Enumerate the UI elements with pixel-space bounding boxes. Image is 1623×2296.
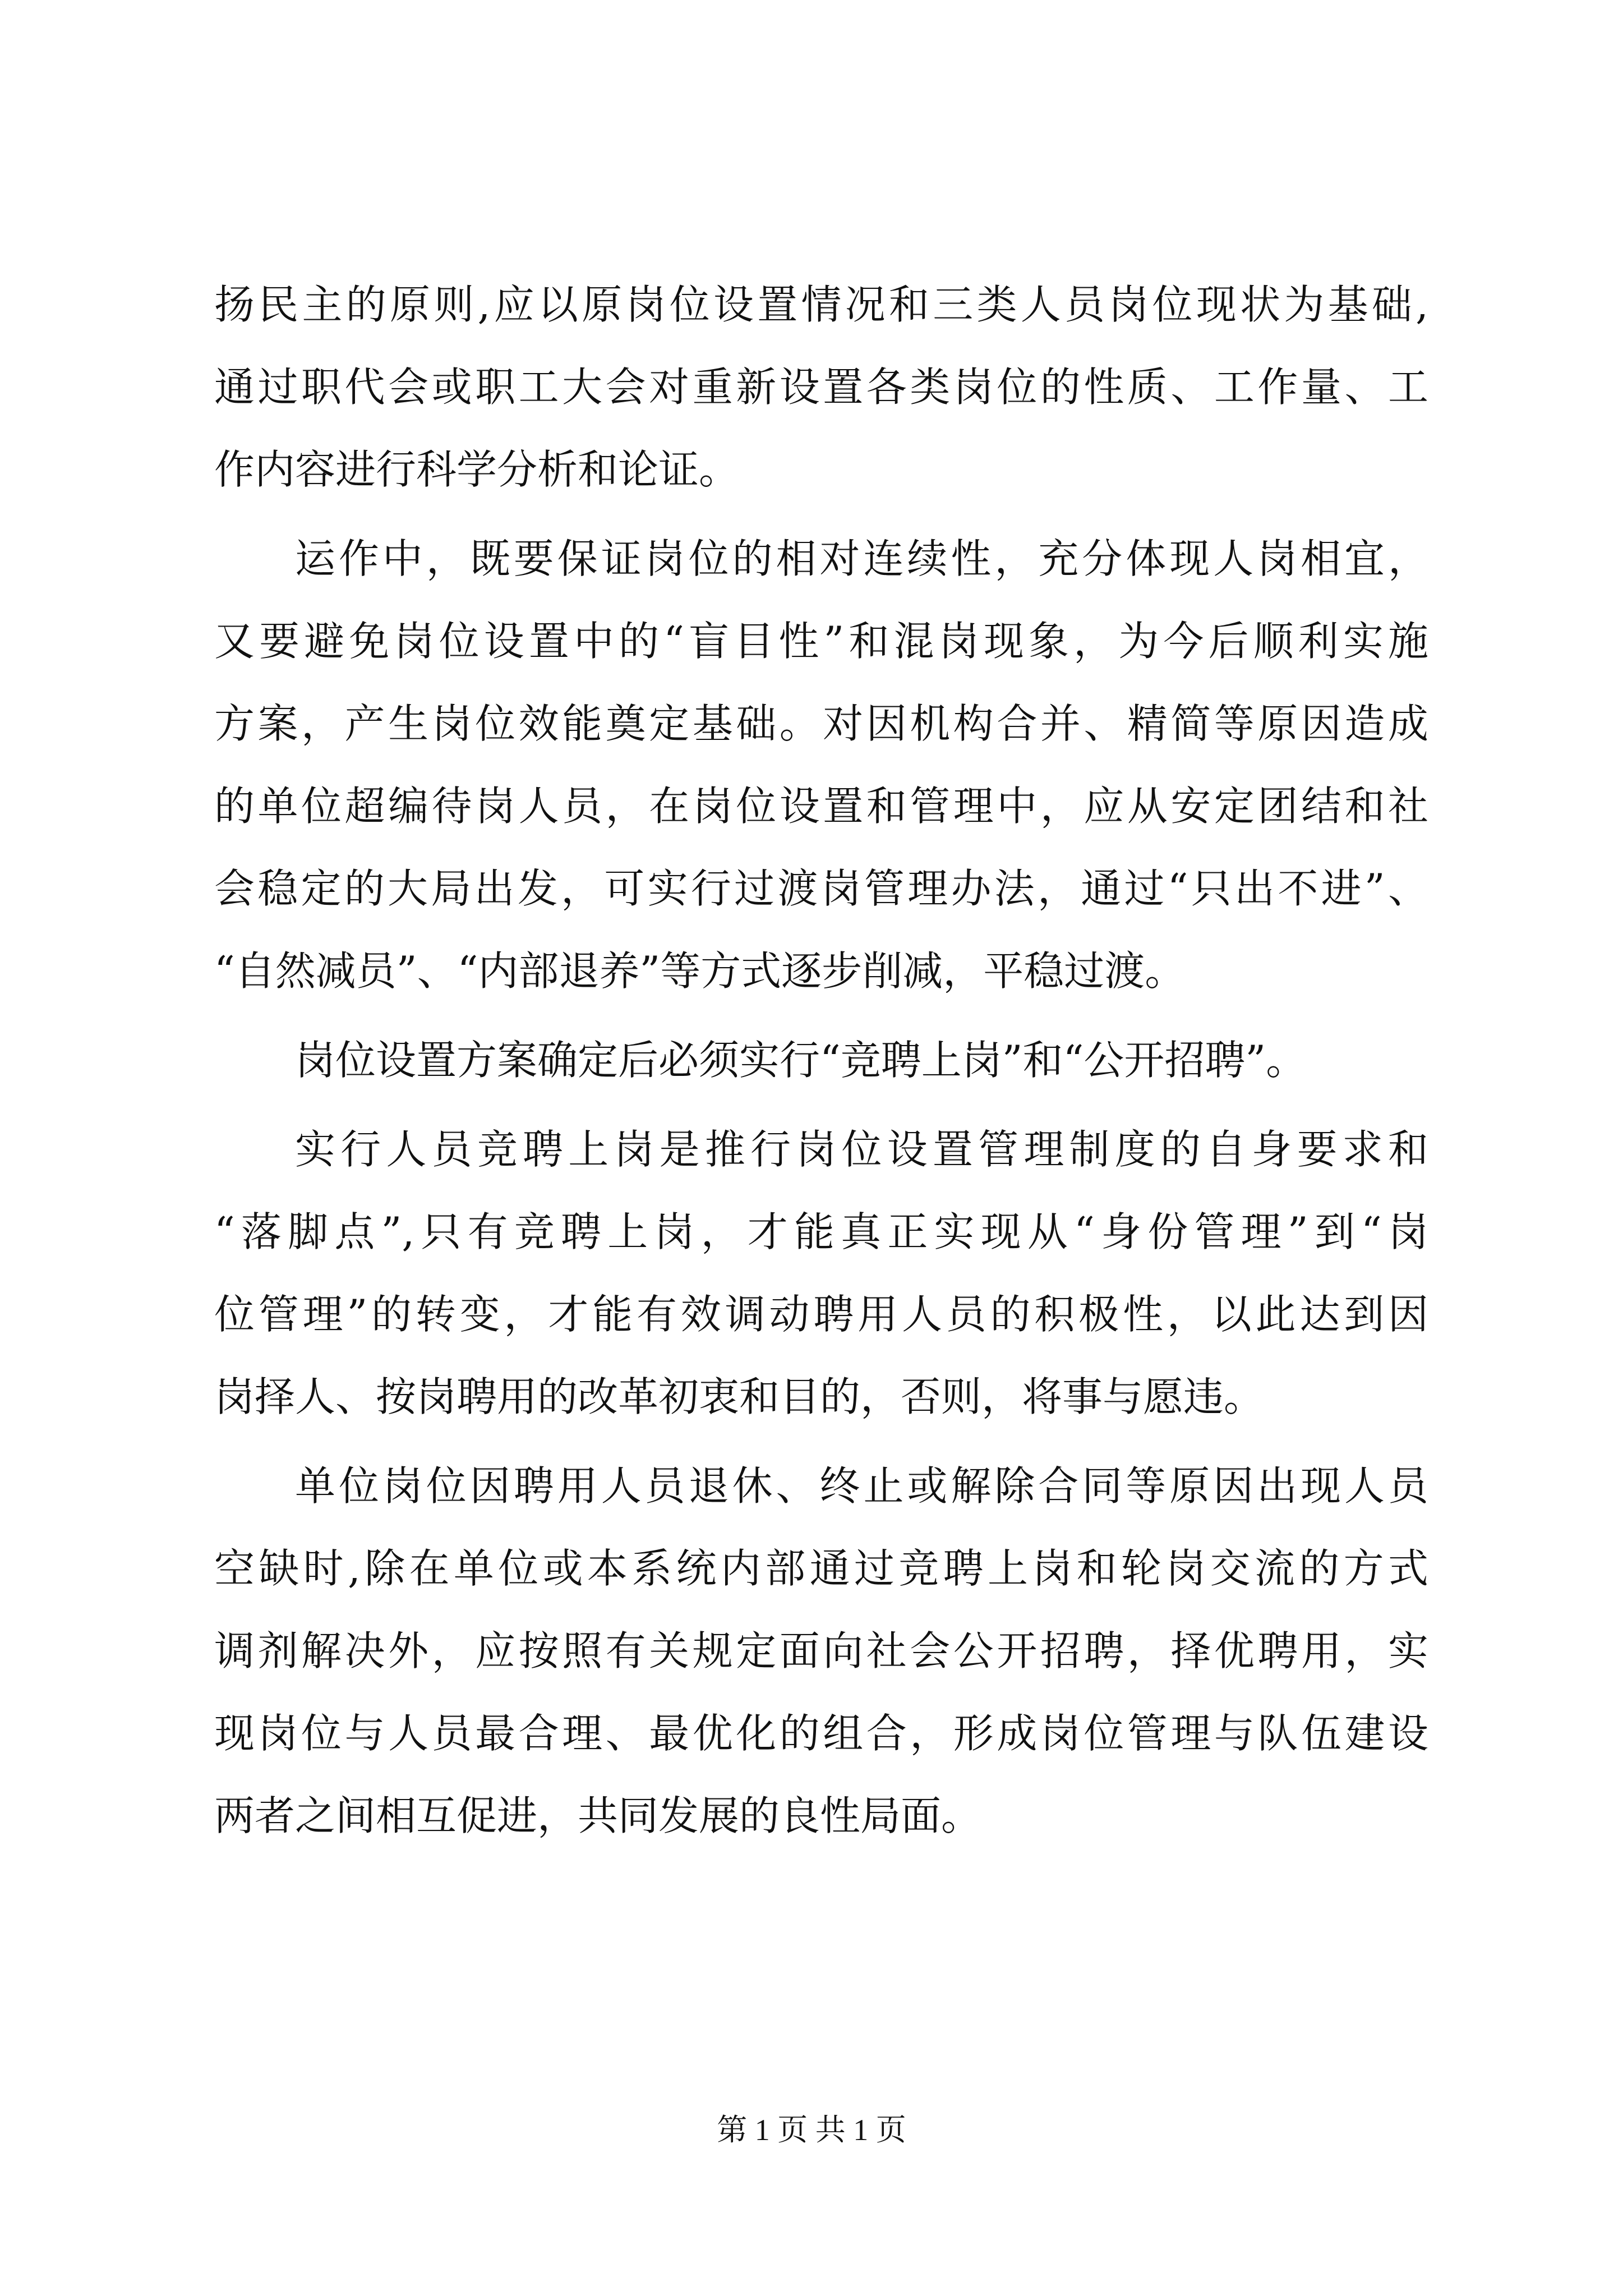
paragraph-1-line-1: 扬民主的原则,应以原岗位设置情况和三类人员岗位现状为基础, <box>214 281 1428 328</box>
paragraph-5-line-5: 两者之间相互促进，共同发展的良性局面。 <box>214 1792 982 1839</box>
paragraph-2-line-1: 运作中，既要保证岗位的相对连续性，充分体现人岗相宜， <box>295 535 1428 582</box>
paragraph-2-line-4: 的单位超编待岗人员，在岗位设置和管理中，应从安定团结和社 <box>214 783 1428 830</box>
paragraph-2-line-6: “自然减员”、“内部退养”等方式逐步削减，平稳过渡。 <box>214 947 1186 995</box>
paragraph-1-line-2: 通过职代会或职工大会对重新设置各类岗位的性质、工作量、工 <box>214 364 1428 411</box>
paragraph-2-line-3: 方案，产生岗位效能奠定基础。对因机构合并、精简等原因造成 <box>214 700 1428 747</box>
paragraph-2-line-2: 又要避免岗位设置中的“盲目性”和混岗现象，为今后顺利实施 <box>214 618 1428 665</box>
paragraph-5-line-3: 调剂解决外，应按照有关规定面向社会公开招聘，择优聘用，实 <box>214 1627 1428 1674</box>
paragraph-4-line-4: 岗择人、按岗聘用的改革初衷和目的，否则，将事与愿违。 <box>214 1373 1265 1420</box>
document-body <box>214 264 1428 1857</box>
paragraph-4-line-3: 位管理”的转变，才能有效调动聘用人员的积极性，以此达到因 <box>214 1291 1428 1338</box>
page-number-label: 第 1 页 共 1 页 <box>717 2113 906 2147</box>
paragraph-1-line-3: 作内容进行科学分析和论证。 <box>214 446 740 493</box>
paragraph-5-line-4: 现岗位与人员最合理、最优化的组合，形成岗位管理与队伍建设 <box>214 1710 1428 1757</box>
paragraph-3-line-1: 岗位设置方案确定后必须实行“竞聘上岗”和“公开招聘”。 <box>295 1037 1307 1084</box>
paragraph-5-line-2: 空缺时,除在单位或本系统内部通过竞聘上岗和轮岗交流的方式 <box>214 1545 1428 1592</box>
page-footer <box>0 2110 1623 2150</box>
paragraph-4-line-1: 实行人员竞聘上岗是推行岗位设置管理制度的自身要求和 <box>295 1126 1428 1173</box>
paragraph-5-line-1: 单位岗位因聘用人员退休、终止或解除合同等原因出现人员 <box>295 1462 1428 1510</box>
paragraph-2-line-5: 会稳定的大局出发，可实行过渡岗管理办法，通过“只出不进”、 <box>214 865 1428 912</box>
paragraph-4-line-2: “落脚点”,只有竞聘上岗，才能真正实现从“身份管理”到“岗 <box>214 1208 1428 1255</box>
